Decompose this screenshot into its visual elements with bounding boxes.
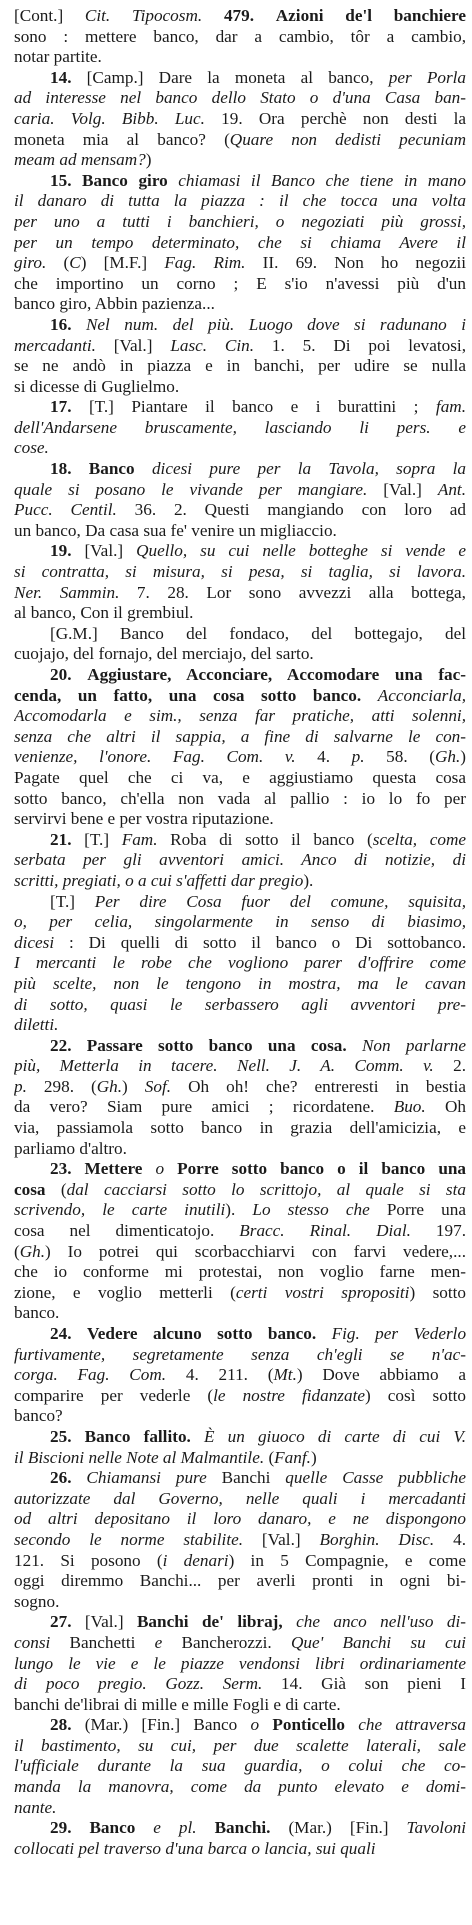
dictionary-entry [14, 6, 466, 68]
entry-line: 14. [Camp.] Dare la moneta al banco, per Porla [50, 67, 466, 87]
entry-line: al banco, Con il grembiul. [14, 603, 194, 623]
entry-line: serbata per gli avventori amici. Anco di notizie, di [14, 850, 466, 870]
entry-line: per un tempo determinato, che si chiama Avere il [14, 232, 466, 252]
entry-line: il danaro di tutta la piazza : il che tocca una volta [14, 191, 466, 211]
entry-line: servirvi bene e per vostra riputazione. [14, 809, 274, 829]
entry-line: senza che altri il sappia, a fine di salvarne le con- [14, 726, 466, 746]
entry-line: Pagate quel che ci va, e aggiustiamo questa cosa [14, 767, 466, 787]
entry-line: il bastimento, su cui, per due scalette laterali, sale [14, 1735, 466, 1755]
entry-line: (Gh.) Io potrei qui scorbacchiarvi con farvi vedere,... [14, 1241, 466, 1261]
entry-line: furtivamente, segretamente senza ch'egli se n'ac- [14, 1344, 466, 1364]
dictionary-page [14, 6, 466, 1918]
entry-line: [G.M.] Banco del fondaco, del bottegajo, del [50, 623, 466, 643]
entry-line: cosa nel dimenticatojo. Bracc. Rinal. Dial. 197. [14, 1221, 466, 1241]
entry-line: Ner. Sammin. 7. 28. Lor sono avvezzi alla bottega, [14, 582, 466, 602]
entry-line: 19. [Val.] Quello, su cui nelle botteghe si vende e [50, 541, 466, 561]
entry-line: banco giro, Abbin pazienza... [14, 294, 215, 314]
entry-line: 25. Banco fallito. È un giuoco di carte di cui V. [50, 1426, 466, 1446]
entry-line: 22. Passare sotto banco una cosa. Non parlarne [50, 1035, 466, 1055]
entry-line: cose. [14, 438, 49, 458]
entry-line: di poco pregio. Gozz. Serm. 14. Già son pieni I [14, 1674, 466, 1694]
entry-line: nante. [14, 1797, 57, 1817]
entry-line: moneta mia al banco? (Quare non dedisti pecuniam [14, 129, 466, 149]
entry-line: lungo le vie e le piazze vendonsi libri ordinariamente [14, 1653, 466, 1673]
entry-line: comparire per vederle (le nostre fidanzate) così sotto [14, 1385, 466, 1405]
entry-line: si contratta, si misura, si pesa, si taglia, si lavora. [14, 562, 466, 582]
entry-line: scrivendo, le carte inutili). Lo stesso che Porre una [14, 1200, 466, 1220]
entry-line: dicesi : Di quelli di sotto il banco o Di sottobanco. [14, 932, 466, 952]
entry-line: 20. Aggiustare, Acconciare, Accomodare una fac- [50, 665, 466, 684]
entry-line: se ne andò in piazza e in banchi, per udire se nulla [14, 356, 466, 376]
entry-line: collocati pel traverso d'una barca o lancia, sui quali [14, 1838, 376, 1858]
entry-line: manda la manovra, come da punto elevato e domi- [14, 1777, 466, 1797]
entry-line: I mercanti le robe che vogliono parer d'offrire come [14, 953, 466, 973]
entry-line: sono : mettere banco, dar a cambio, tôr a cambio, [14, 26, 466, 46]
dictionary-entry [14, 1036, 466, 1160]
entry-line: Accomodarla e sim., senza far pratiche, atti solenni, [14, 706, 466, 726]
entry-line: cuojajo, del fornajo, del merciajo, del sarto. [14, 644, 314, 664]
entry-line: 21. [T.] Fam. Roba di sotto il banco (scelta, come [50, 829, 466, 849]
dictionary-entry [14, 1715, 466, 1818]
entry-line: [T.] Per dire Cosa fuor del comune, squisita, [50, 891, 466, 911]
entry-line: che io conforme mi protestai, non voglio farne men- [14, 1262, 466, 1282]
entry-line: diletti. [14, 1015, 59, 1035]
entry-line: Pucc. Centil. 36. 2. Questi mangiando con loro ad [14, 500, 466, 520]
dictionary-entry [14, 315, 466, 397]
dictionary-entry [14, 1612, 466, 1715]
entry-line: secondo le norme stabilite. [Val.] Borghin. Disc. 4. [14, 1529, 466, 1549]
entry-line: p. 298. (Gh.) Sof. Oh oh! che? entreresti in bestia [14, 1076, 466, 1096]
entry-line: 17. [T.] Piantare il banco e i burattini ; fam. [50, 397, 466, 417]
dictionary-entry [14, 459, 466, 541]
entry-line: cosa (dal cacciarsi sotto lo scrittojo, al quale si sta [14, 1179, 466, 1199]
entry-line: per uno a tutti i banchieri, o negoziati più grossi, [14, 211, 466, 231]
dictionary-entry [14, 1818, 466, 1859]
dictionary-entry [14, 541, 466, 623]
entry-line: consi Banchetti e Bancherozzi. Que' Banchi su cui [14, 1632, 466, 1652]
entry-line: più scelte, non le tengono in mostra, ma le cavan [14, 973, 466, 993]
dictionary-entry [14, 624, 466, 665]
dictionary-entry [14, 1468, 466, 1612]
entry-line: 26. Chiamansi pure Banchi quelle Casse pubbliche [50, 1468, 466, 1488]
entry-line: quale si posano le vivande per mangiare. [Val.] Ant. [14, 479, 466, 499]
entry-line: 24. Vedere alcuno sotto banco. Fig. per Vederlo [50, 1324, 466, 1343]
entry-line: meam ad mensam?) [14, 150, 152, 170]
entry-line: [Cont.] Cit. Tipocosm. 479. Azioni de'l banchiere [14, 6, 466, 25]
entry-line: via, passiamola sotto banco in grazia dell'amicizia, e [14, 1118, 466, 1138]
entry-line: 16. Nel num. del più. Luogo dove si radunano i [50, 314, 466, 334]
dictionary-entry [14, 830, 466, 892]
entry-line: sogno. [14, 1591, 60, 1611]
entry-line: più, Metterla in tacere. Nell. J. A. Comm. v. 2. [14, 1056, 466, 1076]
entry-line: il Biscioni nelle Note al Malmantile. (Fanf.) [14, 1447, 317, 1467]
dictionary-entry [14, 68, 466, 171]
entry-line: caria. Volg. Bibb. Luc. 19. Ora perchè non desti la [14, 108, 466, 128]
entry-line: 18. Banco dicesi pure per la Tavola, sopra la [50, 459, 466, 479]
entry-line: un banco, Da casa sua fe' venire un migliaccio. [14, 520, 337, 540]
entry-line: 121. Si posono (i denari) in 5 Compagnie, e come [14, 1550, 466, 1570]
entry-line: banco. [14, 1303, 60, 1323]
entry-line: che importino un corno ; E s'io n'avessi più d'un [14, 273, 466, 293]
entry-line: da vero? Siam pure amici ; ricordatene. Buo. Oh [14, 1097, 466, 1117]
entry-line: 28. (Mar.) [Fin.] Banco o Ponticello che attraversa [50, 1715, 466, 1735]
entry-line: od altri depositano il loro danaro, e ne dispongono [14, 1509, 466, 1529]
entry-line: notar partite. [14, 47, 102, 67]
dictionary-entry [14, 1159, 466, 1324]
entry-line: oggi diremmo Banchi... per averli pronti in ogni bi- [14, 1571, 466, 1591]
entry-line: corga. Fag. Com. 4. 211. (Mt.) Dove abbiamo a [14, 1365, 466, 1385]
dictionary-entry [14, 397, 466, 459]
entry-line: ad interesse nel banco dello Stato o d'una Casa ban- [14, 88, 466, 108]
entry-line: si dicesse di Guglielmo. [14, 376, 180, 396]
dictionary-entry [14, 892, 466, 1036]
entry-line: cenda, un fatto, una cosa sotto banco. Acconciarla, [14, 685, 466, 705]
dictionary-entry [14, 1427, 466, 1468]
entry-line: zione, e voglio metterli (certi vostri spropositi) sotto [14, 1282, 466, 1302]
entry-line: 15. Banco giro chiamasi il Banco che tiene in mano [50, 170, 466, 190]
entry-line: giro. (C) [M.F.] Fag. Rim. II. 69. Non ho negozii [14, 253, 466, 273]
dictionary-entry [14, 171, 466, 315]
entry-line: autorizzate dal Governo, nelle quali i mercadanti [14, 1488, 466, 1508]
entry-line: 23. Mettere o Porre sotto banco o il banco una [50, 1159, 466, 1179]
entry-line: 27. [Val.] Banchi de' libraj, che anco nell'uso di- [50, 1612, 466, 1632]
entry-line: di sotto, quasi le serbassero agli avventori pre- [14, 994, 466, 1014]
entry-line: o, per celia, singolarmente in senso di biasimo, [14, 912, 466, 932]
entry-line: l'ufficiale durante la sua guardia, o colui che co- [14, 1756, 466, 1776]
entry-line: mercadanti. [Val.] Lasc. Cin. 1. 5. Di poi levatosi, [14, 335, 466, 355]
entry-line: 29. Banco e pl. Banchi. (Mar.) [Fin.] Tavoloni [50, 1818, 466, 1838]
entry-line: parliamo d'altro. [14, 1138, 127, 1158]
entry-line: dell'Andarsene bruscamente, lasciando li pers. e [14, 417, 466, 437]
dictionary-entry [14, 665, 466, 830]
entry-line: banchi de'librai di mille e mille Fogli e di carte. [14, 1694, 341, 1714]
entry-line: banco? [14, 1406, 63, 1426]
entry-line: scritti, pregiati, o a cui s'affetti dar pregio). [14, 870, 314, 890]
dictionary-entry [14, 1324, 466, 1427]
entry-line: sotto banco, ch'ella non vada al pallio : io lo fo per [14, 788, 466, 808]
entry-line: venienze, l'onore. Fag. Com. v. 4. p. 58. (Gh.) [14, 747, 466, 767]
